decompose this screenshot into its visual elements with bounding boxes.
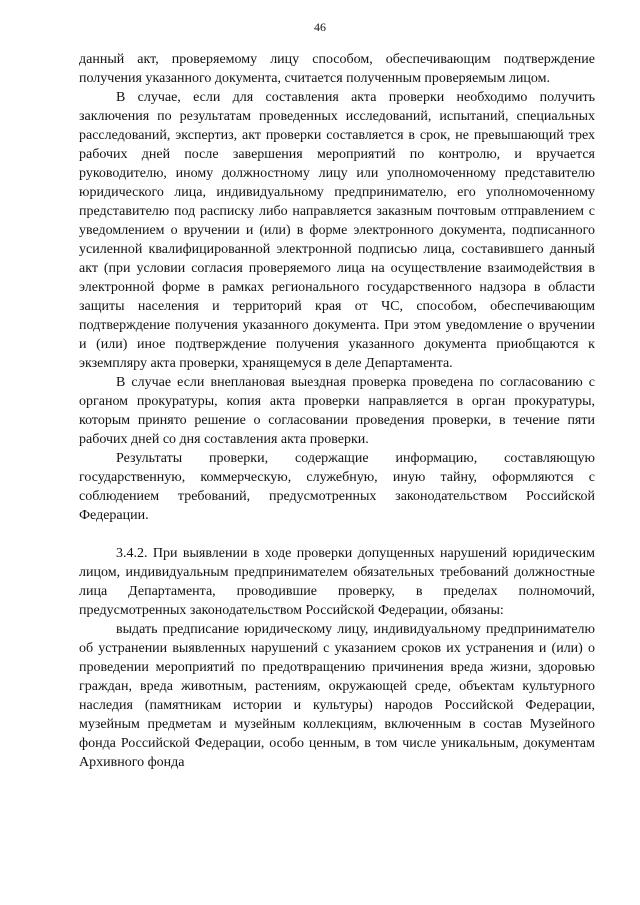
paragraph-secret-results: Результаты проверки, содержащие информацию, составляющую государственную, коммерческую, служебную, иную тайну, оформляются с соблюдением требований, предусмотренных законодательством Российской Федерации.: [79, 451, 595, 523]
paragraph-prosecutor-copy: В случае если внеплановая выездная проверка проведена по согласованию с органом прокуратуры, копия акта проверки направляется в орган прокуратуры, которым принято решение о согласовании проведения проверки, в течение пяти рабочих дней со дня составления акта проверки.: [79, 375, 595, 447]
paragraph-issue-order: выдать предписание юридическому лицу, индивидуальному предпринимателю об устранении выявленных нарушений с указанием сроков их устранения и (или) о проведении мероприятий по предотвращению причинения вреда жизни, здоровью граждан, вреда животным, растениям, окружающей среде, объектам культурного наследия (памятникам истории и культуры) народов Российской Федерации, музейным предметам и музейным коллекциям, включенным в состав Музейного фонда Российской Федерации, особо ценным, в том числе уникальным, документам Архивного фонда: [79, 622, 595, 770]
paragraph-expertise-deadline: В случае, если для составления акта проверки необходимо получить заключения по результатам проведенных исследований, испытаний, специальных расследований, экспертиз, акт проверки составляется в срок, не превышающий трех рабочих дней после завершения мероприятий по контролю, и вручается руководителю, иному должностному лицу или уполномоченному представителю юридического лица, индивидуальному предпринимателю, его уполномоченному представителю под расписку либо направляется заказным почтовым отправлением с уведомлением о вручении и (или) в форме электронного документа, подписанного усиленной квалифицированной электронной подписью лица, составившего данный акт (при условии согласия проверяемого лица на осуществление взаимодействия в электронной форме в рамках регионального государственного надзора в области защиты населения и территорий края от ЧС, способом, обеспечивающим подтверждение получения указанного документа. При этом уведомление о вручении и (или) иное подтверждение получения указанного документа приобщаются к экземпляру акта проверки, хранящемуся в деле Департамента.: [79, 90, 595, 371]
page-number: 46: [314, 20, 326, 34]
document-body: [79, 50, 595, 772]
paragraph-section-3-4-2: 3.4.2. При выявлении в ходе проверки допущенных нарушений юридическим лицом, индивидуальным предпринимателем обязательных требований должностные лица Департамента, проводившие проверку, в пределах полномочий, предусмотренных законодательством Российской Федерации, обязаны:: [79, 546, 595, 618]
paragraph-continuation: данный акт, проверяемому лицу способом, обеспечивающим подтверждение получения указанного документа, считается полученным проверяемым лицом.: [79, 52, 595, 86]
